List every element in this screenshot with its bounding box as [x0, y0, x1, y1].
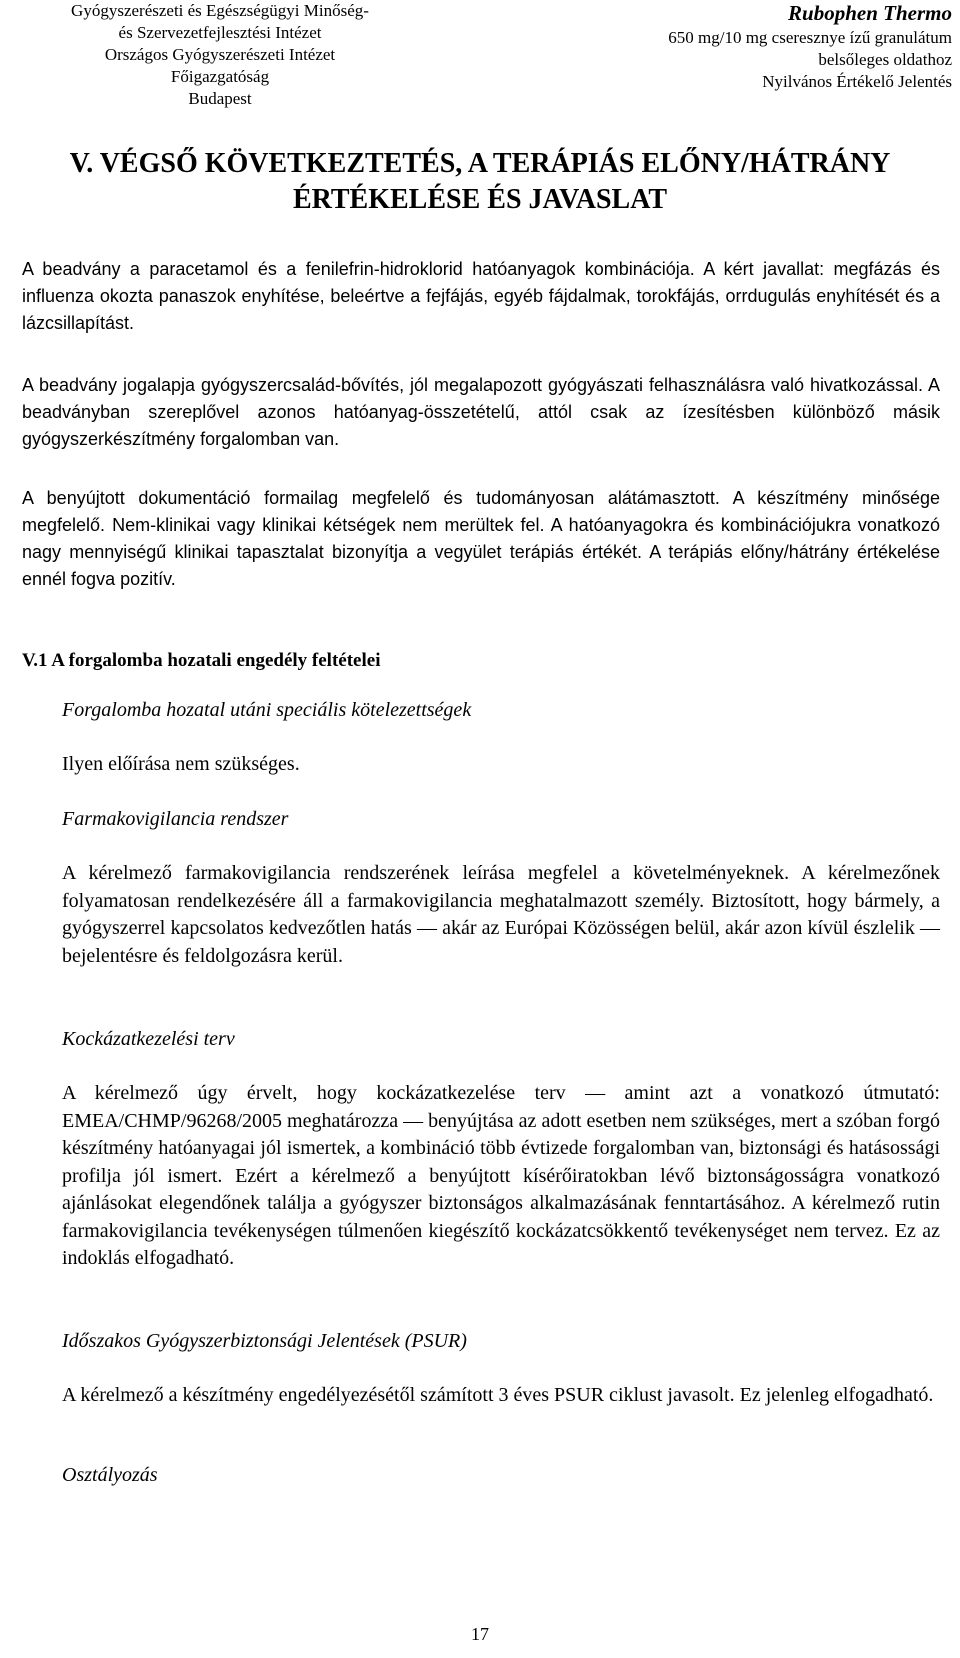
text-risk-management: A kérelmező úgy érvelt, hogy kockázatkezelése terv — amint azt a vonatkozó útmutató: EMEA/CHMP/96268/2005 meghatározza — benyújtása az adott esetben nem szükséges, mert a szóban forgó készítmény hatóanyagai jól ismertek, a kombináció több évtizede forgalomban van, biztonsági és hatásossági profilja jól ismert. Ezért a kérelmező a benyújtott kísérőiratokban lévő biztonságosságra vonatkozó ajánlásokat elegendőnek találja a gyógyszer biztonságos alkalmazásának fenntartásához. A kérelmező rutin farmakovigilancia tevékenységen túlmenően kiegészítő kockázatcsökkentő tevékenységet nem tervez. Ez az indoklás elfogadható.	[62, 1082, 940, 1269]
product-name: Rubophen Thermo	[788, 1, 952, 25]
header-product-line: belsőleges oldathoz	[818, 50, 952, 69]
text-psur: A kérelmező a készítmény engedélyezésétől számított 3 éves PSUR ciklust javasolt. Ez jelenleg elfogadható.	[62, 1384, 934, 1406]
heading-risk-management: Kockázatkezelési terv	[62, 1028, 235, 1050]
header-institution-line: Főigazgatóság	[170, 67, 270, 86]
section-title	[0, 146, 960, 218]
header-product	[512, 0, 952, 93]
text-post-marketing: Ilyen előírása nem szükséges.	[62, 753, 300, 775]
section-title-line: ÉRTÉKELÉSE ÉS JAVASLAT	[292, 184, 668, 215]
heading-classification: Osztályozás	[62, 1464, 158, 1486]
paragraph-conclusion: A benyújtott dokumentáció formailag megfelelő és tudományosan alátámasztott. A készítmény minősége megfelelő. Nem-klinikai vagy klinikai kétségek nem merültek fel. A hatóanyagokra és kombinációjukra vonatkozó nagy mennyiségű klinikai tapasztalat bizonyítja a vegyület terápiás értékét. A terápiás előny/hátrány értékelése ennél fogva pozitív.	[22, 488, 940, 589]
section-title-line: V. VÉGSŐ KÖVETKEZTETÉS, A TERÁPIÁS ELŐNY/HÁTRÁNY	[69, 148, 891, 179]
paragraph-indication: A beadvány a paracetamol és a fenilefrin-hidroklorid hatóanyagok kombinációja. A kért javallat: megfázás és influenza okozta panaszok enyhítése, beleértve a fejfájás, egyéb fájdalmak, torokfájás, orrdugulás enyhítését és a lázcsillapítást.	[22, 259, 940, 333]
header-institution	[0, 0, 440, 110]
header-institution-line: Országos Gyógyszerészeti Intézet	[104, 45, 336, 64]
header-institution-line: és Szervezetfejlesztési Intézet	[118, 23, 322, 42]
heading-post-marketing: Forgalomba hozatal utáni speciális kötelezettségek	[62, 699, 472, 721]
header-product-line: 650 mg/10 mg cseresznye ízű granulátum	[668, 28, 952, 47]
header-institution-line: Budapest	[188, 89, 252, 108]
paragraph-legal-basis: A beadvány jogalapja gyógyszercsalád-bővítés, jól megalapozott gyógyászati felhasználásra való hivatkozással. A beadványban szereplővel azonos hatóanyag-összetételű, attól csak az ízesítésben különböző másik gyógyszerkészítmény forgalomban van.	[22, 375, 940, 449]
header-institution-line: Gyógyszerészeti és Egészségügyi Minőség-	[71, 1, 369, 20]
page-number: 17	[471, 1624, 489, 1644]
header-product-line: Nyilvános Értékelő Jelentés	[762, 72, 952, 91]
subsection-title: V.1 A forgalomba hozatali engedély feltételei	[22, 650, 381, 671]
heading-pharmacovigilance: Farmakovigilancia rendszer	[62, 808, 289, 830]
heading-psur: Időszakos Gyógyszerbiztonsági Jelentések (PSUR)	[62, 1330, 467, 1352]
text-pharmacovigilance: A kérelmező farmakovigilancia rendszerének leírása megfelel a követelményeknek. A kérelmezőnek folyamatosan rendelkezésére áll a farmakovigilancia meghatalmazott személy. Biztosított, hogy bármely, a gyógyszerrel kapcsolatos kedvezőtlen hatás — akár az Európai Közösségen belül, akár azon kívül észlelik — bejelentésre és feldolgozásra kerül.	[62, 862, 940, 967]
